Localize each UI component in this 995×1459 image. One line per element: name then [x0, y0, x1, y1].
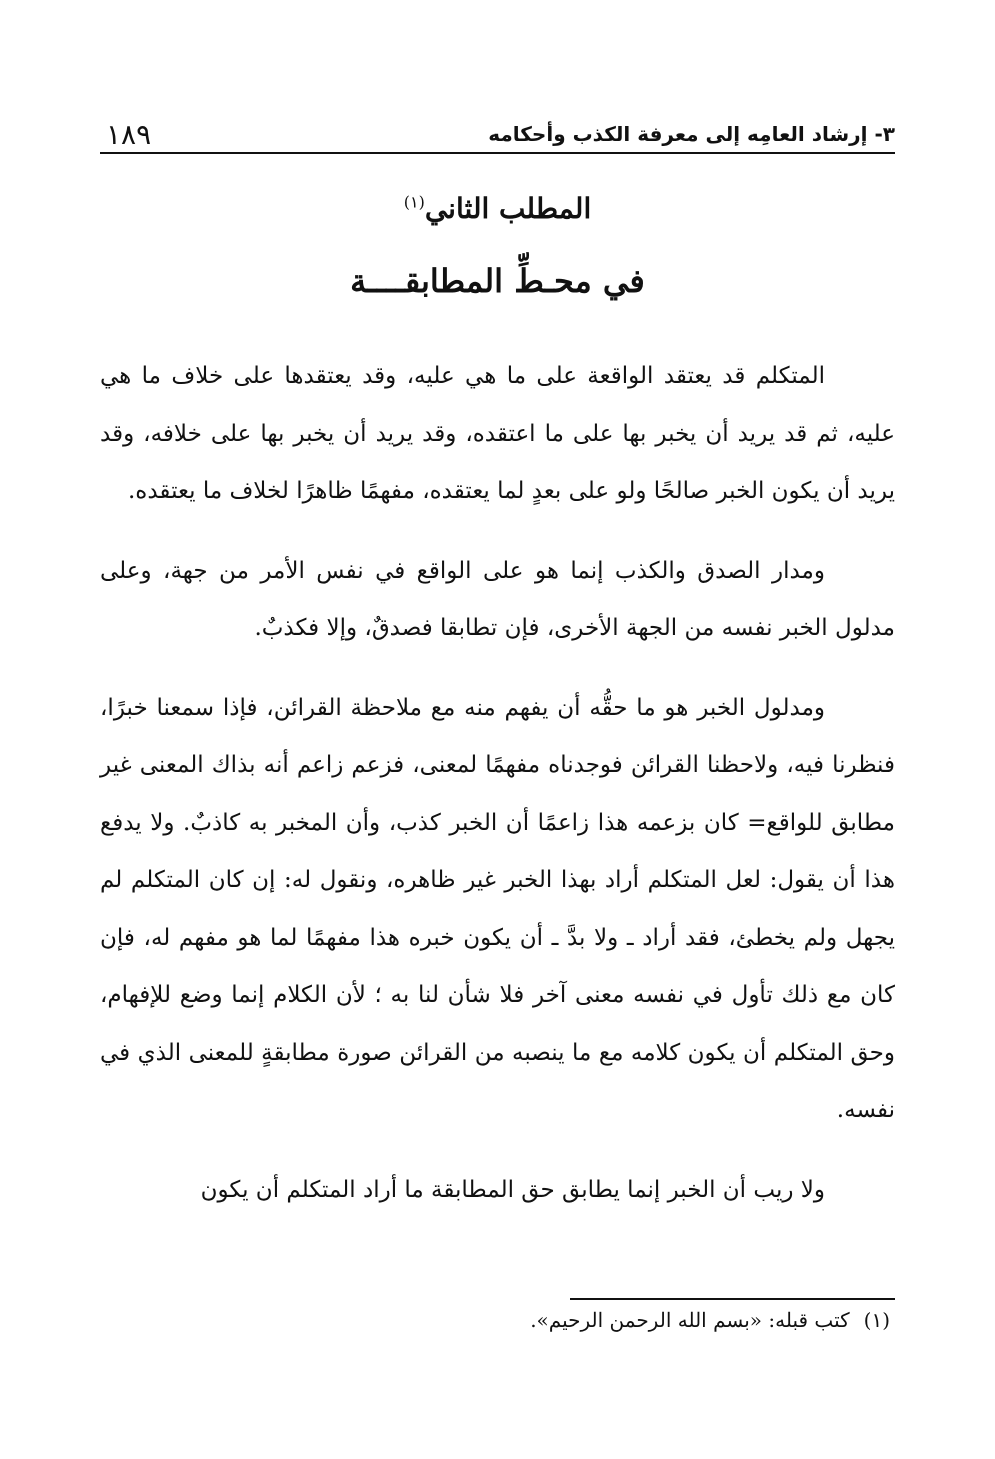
paragraph: المتكلم قد يعتقد الواقعة على ما هي عليه، وقد يعتقدها على خلاف ما هي عليه، ثم قد يريد أن يخبر بها على ما اعتقده، وقد يريد أن يخبر بها على خلافه، وقد يريد أن يكون الخبر صالحًا ولو على بعدٍ لما يعتقده، مفهمًا ظاهرًا لخلاف ما يعتقده.	[100, 363, 895, 504]
footnote-rule	[570, 1298, 895, 1300]
section-title-text: المطلب الثاني	[424, 192, 592, 225]
footnote-reference: (١)	[403, 192, 425, 212]
section-subtitle: في محـطِّ المطابقــــة	[350, 262, 645, 300]
paragraph: ومدلول الخبر هو ما حقُّه أن يفهم منه مع ملاحظة القرائن، فإذا سمعنا خبرًا، فنظرنا فيه، ولاحظنا القرائن فوجدناه مفهمًا لمعنى، فزعم زاعم أنه بذاك المعنى غير مطابق للواقع= كان بزعمه هذا زاعمًا أن الخبر كذب، وأن المخبر به كاذبٌ. ولا يدفع هذا أن يقول: لعل المتكلم أراد بهذا الخبر غير ظاهره، ونقول له: إن كان المتكلم لم يجهل ولم يخطئ، فقد أراد ـ ولا بدَّ ـ أن يكون خبره هذا مفهمًا لما هو مفهم له، فإن كان مع ذلك تأول في نفسه معنى آخر فلا شأن لنا به ؛ لأن الكلام إنما وضع للإفهام، وحق المتكلم أن يكون كلامه مع ما ينصبه من القرائن صورة مطابقةٍ للمعنى الذي في نفسه.	[100, 694, 895, 1123]
running-title: ٣- إرشاد العامِه إلى معرفة الكذب وأحكامه	[488, 122, 895, 146]
footnote-text: كتب قبله: «بسم الله الرحمن الرحيم».	[530, 1308, 850, 1332]
footnote	[100, 1308, 890, 1332]
body-text	[100, 348, 895, 1219]
footnote-number: (١)	[863, 1308, 890, 1332]
paragraph: ولا ريب أن الخبر إنما يطابق حق المطابقة ما أراد المتكلم أن يكون	[200, 1176, 825, 1203]
header-rule	[100, 152, 895, 154]
page-number: ١٨٩	[106, 118, 152, 151]
running-header	[100, 118, 895, 154]
section-title	[100, 192, 895, 225]
paragraph: ومدار الصدق والكذب إنما هو على الواقع في نفس الأمر من جهة، وعلى مدلول الخبر نفسه من الجهة الأخرى، فإن تطابقا فصدقٌ، وإلا فكذبٌ.	[100, 557, 895, 641]
